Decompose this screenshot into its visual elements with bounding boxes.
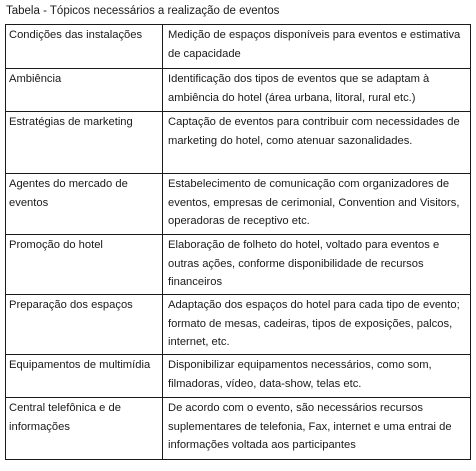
description-cell: Captação de eventos para contribuir com necessidades de marketing do hotel, como atenuar sazonalidades. bbox=[163, 112, 471, 174]
table-row bbox=[6, 25, 471, 69]
topic-cell: Estratégias de marketing bbox=[6, 112, 163, 174]
topic-cell: Ambiência bbox=[6, 69, 163, 112]
topic-cell: Agentes do mercado de eventos bbox=[6, 174, 163, 235]
topic-cell: Equipamentos de multimídia bbox=[6, 355, 163, 398]
topic-cell: Condições das instalações bbox=[6, 25, 163, 69]
table-row bbox=[6, 69, 471, 112]
table-row bbox=[6, 174, 471, 235]
topic-cell: Promoção do hotel bbox=[6, 235, 163, 295]
table-caption: Tabela - Tópicos necessários a realização de eventos bbox=[6, 5, 280, 17]
events-topics-table bbox=[5, 24, 471, 460]
description-cell: Identificação dos tipos de eventos que se adaptam à ambiência do hotel (área urbana, litoral, rural etc.) bbox=[163, 69, 471, 112]
description-cell: Elaboração de folheto do hotel, voltado para eventos e outras ações, conforme disponibilidade de recursos financeiros bbox=[163, 235, 471, 295]
table-row bbox=[6, 235, 471, 295]
table-row bbox=[6, 295, 471, 355]
description-cell: Disponibilizar equipamentos necessários, como som, filmadoras, vídeo, data-show, telas etc. bbox=[163, 355, 471, 398]
description-cell: De acordo com o evento, são necessários recursos suplementares de telefonia, Fax, internet e uma entrai de informações voltada aos participantes bbox=[163, 398, 471, 460]
description-cell: Adaptação dos espaços do hotel para cada tipo de evento; formato de mesas, cadeiras, tipos de exposições, palcos, internet, etc. bbox=[163, 295, 471, 355]
table-row bbox=[6, 355, 471, 398]
topic-cell: Preparação dos espaços bbox=[6, 295, 163, 355]
description-cell: Medição de espaços disponíveis para eventos e estimativa de capacidade bbox=[163, 25, 471, 69]
description-cell: Estabelecimento de comunicação com organizadores de eventos, empresas de cerimonial, Convention and Visitors, operadoras de receptivo etc. bbox=[163, 174, 471, 235]
table-row bbox=[6, 112, 471, 174]
topic-cell: Central telefônica e de informações bbox=[6, 398, 163, 460]
table-row bbox=[6, 398, 471, 460]
